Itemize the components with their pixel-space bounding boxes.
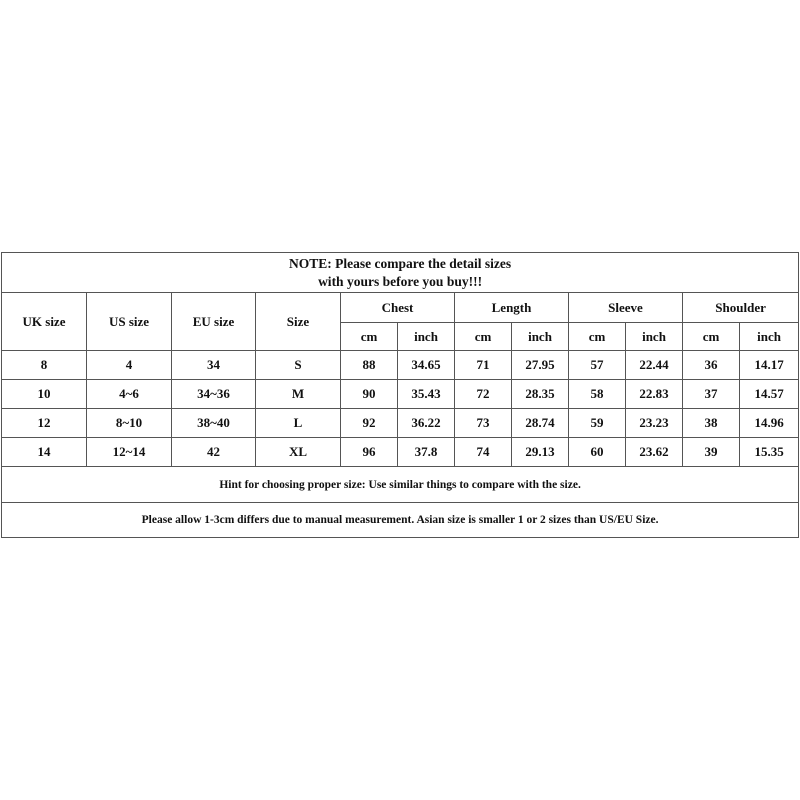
table-row [2, 409, 799, 438]
cell-sleeve-cm: 59 [569, 409, 626, 438]
cell-length-cm: 71 [455, 351, 512, 380]
cell-chest-cm: 92 [341, 409, 398, 438]
measurement-disclaimer: Please allow 1-3cm differs due to manual measurement. Asian size is smaller 1 or 2 sizes than US/EU Size. [2, 503, 799, 538]
subheader-length-cm: cm [455, 323, 512, 351]
size-chart-table [1, 252, 799, 538]
cell-length-cm: 73 [455, 409, 512, 438]
subheader-sleeve-cm: cm [569, 323, 626, 351]
cell-length-cm: 72 [455, 380, 512, 409]
cell-chest-inch: 35.43 [398, 380, 455, 409]
subheader-chest-cm: cm [341, 323, 398, 351]
cell-eu: 34 [172, 351, 256, 380]
header-shoulder: Shoulder [683, 293, 799, 323]
subheader-chest-inch: inch [398, 323, 455, 351]
cell-size: XL [256, 438, 341, 467]
cell-size: S [256, 351, 341, 380]
hint-text: Hint for choosing proper size: Use similar things to compare with the size. [2, 467, 799, 503]
cell-us: 4 [87, 351, 172, 380]
cell-size: M [256, 380, 341, 409]
cell-eu: 42 [172, 438, 256, 467]
header-sleeve: Sleeve [569, 293, 683, 323]
cell-shoulder-inch: 15.35 [740, 438, 799, 467]
header-eu-size: EU size [172, 293, 256, 351]
cell-uk: 10 [2, 380, 87, 409]
note-cell [2, 253, 799, 293]
cell-shoulder-cm: 39 [683, 438, 740, 467]
cell-length-inch: 28.35 [512, 380, 569, 409]
cell-shoulder-inch: 14.57 [740, 380, 799, 409]
cell-us: 12~14 [87, 438, 172, 467]
subheader-shoulder-cm: cm [683, 323, 740, 351]
cell-shoulder-cm: 36 [683, 351, 740, 380]
cell-chest-inch: 34.65 [398, 351, 455, 380]
subheader-sleeve-inch: inch [626, 323, 683, 351]
note-line-2: with yours before you buy!!! [318, 273, 483, 289]
cell-uk: 14 [2, 438, 87, 467]
cell-shoulder-inch: 14.17 [740, 351, 799, 380]
table-row [2, 380, 799, 409]
header-size: Size [256, 293, 341, 351]
cell-chest-cm: 90 [341, 380, 398, 409]
cell-sleeve-inch: 23.23 [626, 409, 683, 438]
cell-size: L [256, 409, 341, 438]
cell-eu: 38~40 [172, 409, 256, 438]
cell-chest-cm: 96 [341, 438, 398, 467]
cell-sleeve-inch: 22.44 [626, 351, 683, 380]
cell-chest-inch: 36.22 [398, 409, 455, 438]
subheader-shoulder-inch: inch [740, 323, 799, 351]
header-us-size: US size [87, 293, 172, 351]
cell-sleeve-cm: 60 [569, 438, 626, 467]
cell-shoulder-cm: 38 [683, 409, 740, 438]
cell-shoulder-cm: 37 [683, 380, 740, 409]
header-length: Length [455, 293, 569, 323]
header-uk-size: UK size [2, 293, 87, 351]
header-chest: Chest [341, 293, 455, 323]
subheader-length-inch: inch [512, 323, 569, 351]
cell-eu: 34~36 [172, 380, 256, 409]
cell-us: 8~10 [87, 409, 172, 438]
cell-uk: 8 [2, 351, 87, 380]
cell-chest-cm: 88 [341, 351, 398, 380]
cell-us: 4~6 [87, 380, 172, 409]
table-row [2, 351, 799, 380]
cell-sleeve-cm: 57 [569, 351, 626, 380]
cell-chest-inch: 37.8 [398, 438, 455, 467]
table-row [2, 438, 799, 467]
cell-length-inch: 27.95 [512, 351, 569, 380]
cell-sleeve-inch: 23.62 [626, 438, 683, 467]
cell-length-inch: 28.74 [512, 409, 569, 438]
cell-uk: 12 [2, 409, 87, 438]
cell-sleeve-inch: 22.83 [626, 380, 683, 409]
cell-length-inch: 29.13 [512, 438, 569, 467]
cell-sleeve-cm: 58 [569, 380, 626, 409]
cell-shoulder-inch: 14.96 [740, 409, 799, 438]
note-line-1: NOTE: Please compare the detail sizes [289, 255, 512, 271]
cell-length-cm: 74 [455, 438, 512, 467]
